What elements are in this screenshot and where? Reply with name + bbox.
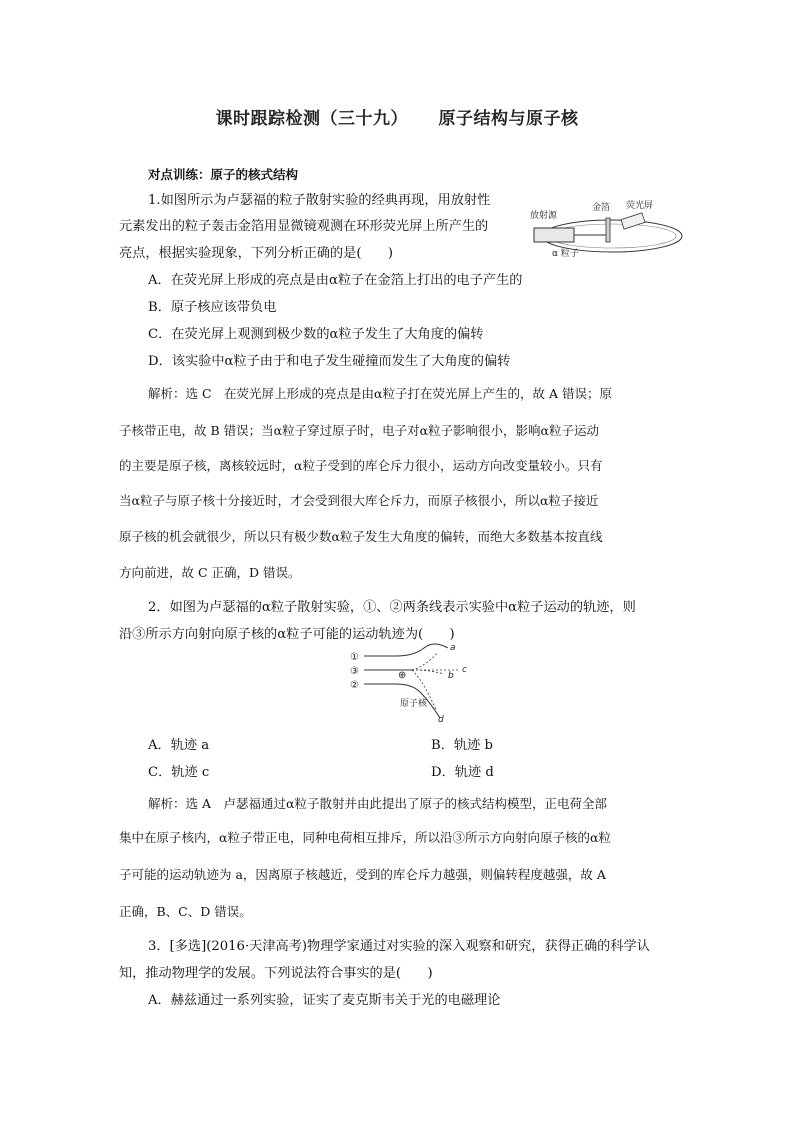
q2-line-2: 沿③所示方向射向原子核的α粒子可能的运动轨迹为( ) [119, 627, 455, 642]
title-main: 课时跟踪检测（三十九） [215, 109, 409, 129]
trajectory-a [412, 652, 438, 670]
q1-solution-1: 解析：选 C 在荧光屏上形成的亮点是由α粒子打在荧光屏上产生的，故 A 错误；原 [148, 386, 612, 401]
q2-solution-1: 解析：选 A 卢瑟福通过α粒子散射并由此提出了原子的核式结构模型，正电荷全部 [148, 796, 607, 811]
label-foil: 金箔 [592, 203, 611, 213]
q1-line-1: 1.如图所示为卢瑟福的粒子散射实验的经典再现，用放射性 [148, 193, 491, 208]
label-source: 放射源 [530, 211, 558, 221]
q1-option-d: D．该实验中α粒子由于和电子发生碰撞而发生了大角度的偏转 [148, 354, 511, 369]
q3-line-1: 3．[多选](2016·天津高考)物理学家通过对实验的深入观察和研究，获得正确的科学认 [148, 939, 650, 954]
track-3-label: ③ [350, 666, 359, 677]
q2-solution-3: 子可能的运动轨迹为 a，因离原子核越近，受到的库仑斥力越强，则偏转程度越强，故 A [119, 867, 606, 882]
trajectory-b [412, 670, 444, 674]
q1-line-3: 亮点，根据实验现象，下列分析正确的是( ) [119, 246, 394, 261]
q1-option-c: C．在荧光屏上观测到极少数的α粒子发生了大角度的偏转 [148, 327, 484, 342]
q2-option-c: C．轨迹 c [148, 765, 210, 780]
label-b: b [448, 671, 454, 681]
q2-option-d: D．轨迹 d [431, 765, 494, 780]
track-1-path [364, 644, 448, 656]
q2-option-a: A．轨迹 a [148, 738, 210, 753]
nucleus-label: 原子核 [400, 699, 428, 709]
label-a: a [450, 643, 456, 653]
q1-solution-6: 方向前进，故 C 正确，D 错误。 [119, 565, 301, 580]
q1-option-b: B．原子核应该带负电 [148, 300, 277, 315]
q2-solution-4: 正确，B、C、D 错误。 [119, 904, 252, 919]
label-particle: α 粒子 [552, 249, 579, 259]
q2-line-1: 2．如图为卢瑟福的α粒子散射实验，①、②两条线表示实验中α粒子运动的轨迹，则 [148, 600, 636, 615]
q1-solution-4: 当α粒子与原子核十分接近时，才会受到很大库仑斥力，而原子核很小，所以α粒子接近 [119, 493, 599, 508]
q3-line-2: 知，推动物理学的发展。下列说法符合事实的是( ) [119, 966, 433, 981]
nucleus-symbol: ⊕ [398, 670, 407, 681]
q1-solution-5: 原子核的机会就很少，所以只有极少数α粒子发生大角度的偏转，而绝大多数基本按直线 [119, 529, 603, 544]
microscope [621, 213, 645, 229]
label-screen: 荧光屏 [626, 201, 654, 211]
q1-solution-2: 子核带正电，故 B 错误；当α粒子穿过原子时，电子对α粒子影响很小，影响α粒子运动 [119, 423, 599, 438]
label-c: c [462, 665, 467, 675]
section-heading: 对点训练：原子的核式结构 [148, 167, 299, 182]
gold-foil [606, 218, 610, 242]
track-2-label: ② [350, 680, 359, 691]
scattering-tracks-figure [340, 642, 480, 726]
q2-solution-2: 集中在原子核内，α粒子带正电，同种电荷相互排斥，所以沿③所示方向射向原子核的α粒 [119, 830, 611, 845]
radiation-source-box [534, 228, 574, 242]
title-sub: 原子结构与原子核 [438, 109, 579, 129]
track-1-label: ① [350, 652, 359, 663]
q1-line-2: 元素发出的粒子轰击金箔用显微镜观测在环形荧光屏上所产生的 [119, 219, 489, 234]
rutherford-apparatus-figure [526, 196, 686, 264]
label-d: d [438, 715, 444, 725]
page-title [0, 104, 794, 129]
q3-option-a: A．赫兹通过一系列实验，证实了麦克斯韦关于光的电磁理论 [148, 993, 501, 1008]
q2-option-b: B．轨迹 b [431, 738, 493, 753]
q1-solution-3: 的主要是原子核，离核较远时，α粒子受到的库仑斥力很小，运动方向改变量较小。只有 [119, 458, 603, 473]
q1-option-a: A．在荧光屏上形成的亮点是由α粒子在金箔上打出的电子产生的 [148, 273, 523, 288]
